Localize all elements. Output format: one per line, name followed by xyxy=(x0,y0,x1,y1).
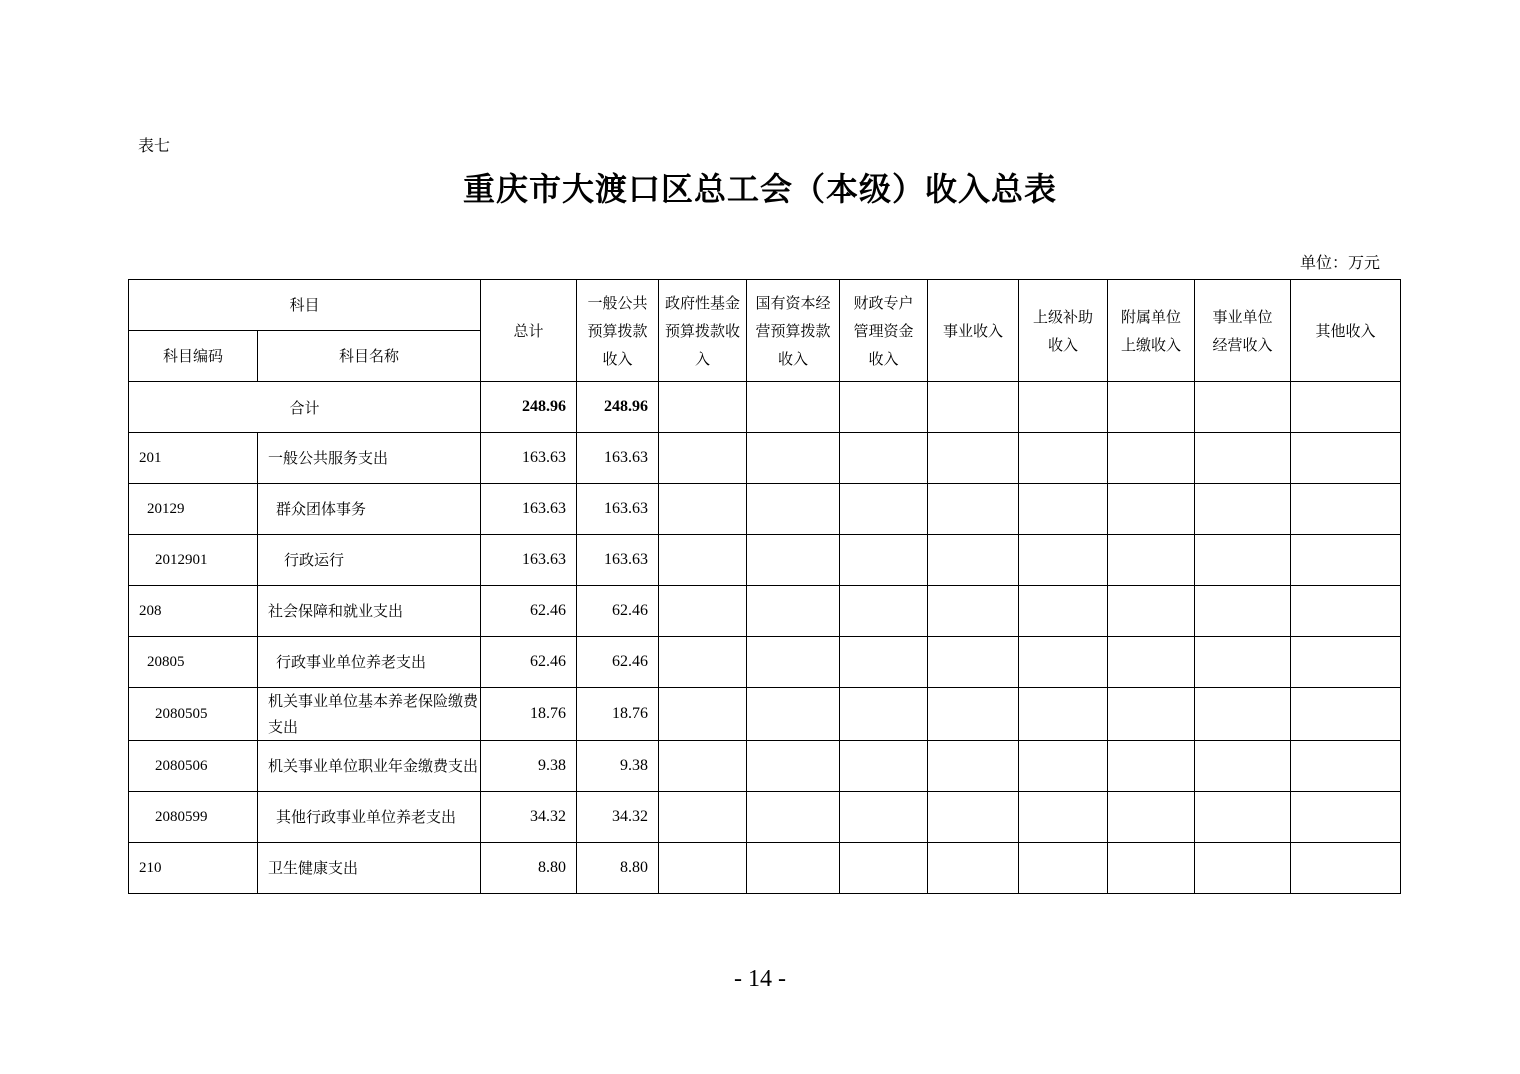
row-name: 卫生健康支出 xyxy=(258,843,481,894)
row-total: 62.46 xyxy=(481,586,577,637)
row-total: 163.63 xyxy=(481,535,577,586)
row-code: 2080599 xyxy=(129,792,258,843)
row-general-budget: 163.63 xyxy=(577,433,659,484)
header-operating: 事业单位经营收入 xyxy=(1195,280,1291,382)
page-number: - 14 - xyxy=(734,966,786,992)
row-code: 20805 xyxy=(129,637,258,688)
table-row xyxy=(129,688,1401,741)
row-code: 208 xyxy=(129,586,258,637)
table-row xyxy=(129,843,1401,894)
row-general-budget: 8.80 xyxy=(577,843,659,894)
row-name: 行政运行 xyxy=(258,535,481,586)
row-total: 34.32 xyxy=(481,792,577,843)
row-name: 机关事业单位基本养老保险缴费支出 xyxy=(258,688,481,741)
row-general-budget: 62.46 xyxy=(577,637,659,688)
table-row xyxy=(129,535,1401,586)
table-row xyxy=(129,433,1401,484)
page-title: 重庆市大渡口区总工会（本级）收入总表 xyxy=(462,170,1057,208)
header-business: 事业收入 xyxy=(928,280,1019,382)
row-name: 行政事业单位养老支出 xyxy=(258,637,481,688)
header-superior-subsidy: 上级补助收入 xyxy=(1019,280,1108,382)
header-fiscal-special: 财政专户管理资金收入 xyxy=(840,280,928,382)
header-gov-fund: 政府性基金预算拨款收入 xyxy=(659,280,747,382)
row-name: 群众团体事务 xyxy=(258,484,481,535)
row-general-budget: 34.32 xyxy=(577,792,659,843)
table-row xyxy=(129,637,1401,688)
row-name: 机关事业单位职业年金缴费支出 xyxy=(258,741,481,792)
row-total: 18.76 xyxy=(481,688,577,741)
header-subject: 科目 xyxy=(129,280,481,331)
table-row xyxy=(129,586,1401,637)
table-row xyxy=(129,792,1401,843)
row-total: 62.46 xyxy=(481,637,577,688)
row-code: 210 xyxy=(129,843,258,894)
header-state-capital: 国有资本经营预算拨款收入 xyxy=(747,280,840,382)
header-general-budget: 一般公共预算拨款收入 xyxy=(577,280,659,382)
row-general-budget: 62.46 xyxy=(577,586,659,637)
row-general-budget: 9.38 xyxy=(577,741,659,792)
total-general-budget: 248.96 xyxy=(577,382,659,433)
header-name: 科目名称 xyxy=(258,331,481,382)
row-general-budget: 163.63 xyxy=(577,484,659,535)
header-total: 总计 xyxy=(481,280,577,382)
row-total: 9.38 xyxy=(481,741,577,792)
income-table xyxy=(128,279,1401,894)
header-affiliated: 附属单位上缴收入 xyxy=(1108,280,1195,382)
row-code: 201 xyxy=(129,433,258,484)
table-row xyxy=(129,484,1401,535)
unit-label: 单位：万元 xyxy=(1300,253,1381,272)
total-row xyxy=(129,382,1401,433)
row-code: 2080506 xyxy=(129,741,258,792)
row-total: 8.80 xyxy=(481,843,577,894)
row-total: 163.63 xyxy=(481,484,577,535)
row-name: 其他行政事业单位养老支出 xyxy=(258,792,481,843)
header-other: 其他收入 xyxy=(1291,280,1401,382)
row-code: 20129 xyxy=(129,484,258,535)
table-label: 表七 xyxy=(138,136,171,155)
row-code: 2012901 xyxy=(129,535,258,586)
row-total: 163.63 xyxy=(481,433,577,484)
header-code: 科目编码 xyxy=(129,331,258,382)
row-general-budget: 163.63 xyxy=(577,535,659,586)
row-code: 2080505 xyxy=(129,688,258,741)
table-row xyxy=(129,741,1401,792)
row-name: 一般公共服务支出 xyxy=(258,433,481,484)
row-name: 社会保障和就业支出 xyxy=(258,586,481,637)
row-general-budget: 18.76 xyxy=(577,688,659,741)
total-value: 248.96 xyxy=(481,382,577,433)
total-label: 合计 xyxy=(129,382,481,433)
